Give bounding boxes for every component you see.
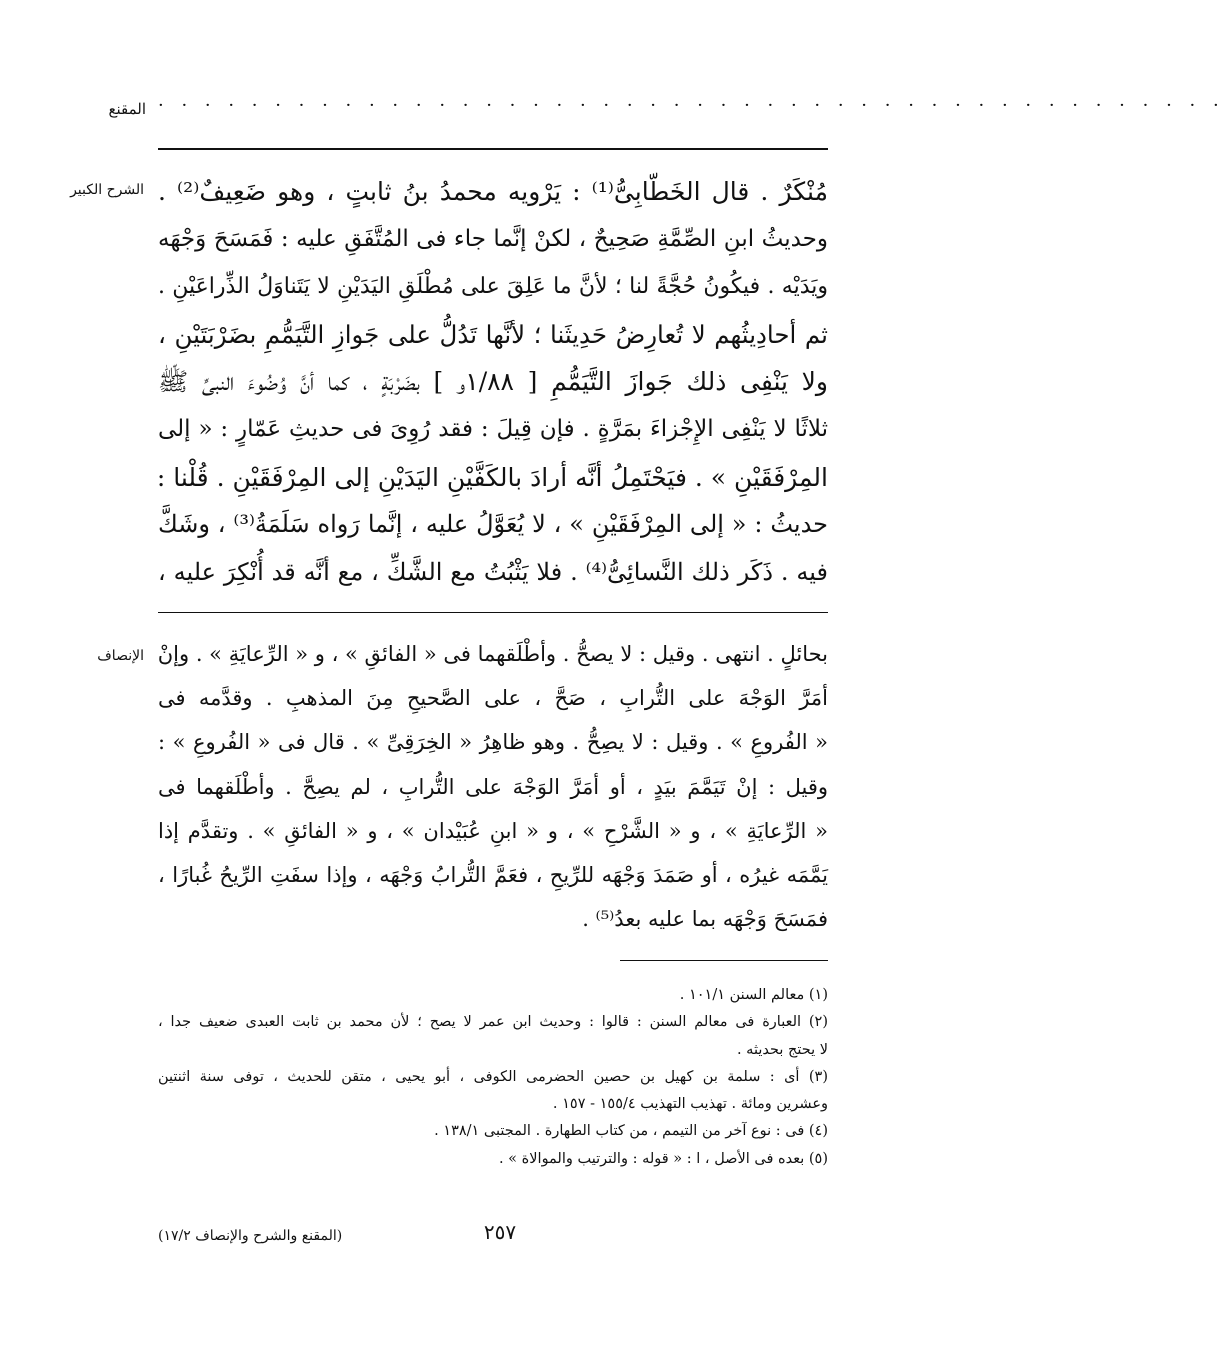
sharh-line: ثلاثًا لا يَنْفِى الإِجْزاءَ بمَرَّةٍ . فإن قِيلَ : فقد رُوِىَ فى حديثِ عَمّارٍ : « إلى [158,415,828,442]
section-divider [158,612,828,613]
insaf-line: وقيل : إنْ تَيَمَّمَ بيَدٍ ، أو أمَرَّ الوَجْهَ على التُّرابِ ، لم يصِحَّ . وأطْلَقهما فى [158,774,828,799]
insaf-line: « الفُروعِ » . وقيل : لا يصِحُّ . وهو ظاهِرُ « الخِرَقِىِّ » . قال فى « الفُروعِ » : [158,730,828,755]
sharh-line: حديثُ : « إلى المِرْفَقَيْنِ » ، لا يُعَوَّلُ عليه ، إنَّما رَواه سَلَمَةُ⁽³⁾ ، وشَكَّ [158,510,829,539]
footnote-line: (١) معالم السنن ١٠١/١ . [679,987,828,1003]
sharh-line: ثم أحادِيثُهم لا تُعارِضُ حَدِيثَنا ؛ لأنَّها تَدُلُّ على جَوازِ التَّيَمُّمِ بضَرْبَتَيْنِ ، [158,319,828,349]
footnotes-block [158,982,828,1173]
footnote-line: (٤) فى : نوع آخر من التيمم ، من كتاب الطهارة . المجتبى ١٣٨/١ . [434,1123,828,1140]
footnote-line: (٣) أى : سلمة بن كهيل بن حصين الحضرمى الكوفى ، أبو يحيى ، متقن للحديث ، توفى سنة اثنتين [158,1068,828,1085]
insaf-line: بحائلٍ . انتهى . وقيل : لا يصحُّ . وأطْلَقهما فى « الفائقِ » ، و « الرِّعايَةِ » . وإنْ [157,642,828,666]
insaf-line: يَمَّمَه غيرُه ، أو صَمَدَ وَجْهَه للرِّيحِ ، فعَمَّ التُّرابُ وَجْهَه ، وإذا سفَتِ الرِّيحُ غُبارًا ، [158,862,828,887]
running-head-book-title: المقنع [108,100,146,118]
sharh-line: فيه . ذَكَر ذلك النَّسائِىُّ⁽⁴⁾ . فلا يَثْبُتُ مع الشَّكِّ ، مع أنَّه قد أُنْكِرَ عليه ، [158,557,828,586]
insaf-line: فمَسَحَ وَجْهَه بما عليه بعدُ⁽⁵⁾ . [582,907,828,932]
sharh-line: وحديثُ ابنِ الصِّمَّةِ صَحِيحٌ ، لكنْ إنَّما جاء فى المُتَّفَقِ عليه : فَمَسَحَ وَجْهَه [158,225,828,252]
footnote-line: (٢) العبارة فى معالم السنن : قالوا : وحديث ابن عمر لا يصح ؛ لأن محمد بن ثابت العبدى ضعيف جدا ، [158,1014,828,1031]
running-head-dots: · · · · · · · · · · · · · · · · · · · · · · · · · · · · · · · · · · · · · · · · · · · · · · [158,95,1225,116]
footnote-line: (٥) بعده فى الأصل ، ا : « قوله : والترتيب والموالاة » . [498,1150,828,1167]
footnote-line: لا يحتج بحديثه . [736,1041,828,1058]
sharh-line: مُنْكَرٌ . قال الخَطّابِىُّ⁽¹⁾ : يَرْويه محمدُ بنُ ثابتٍ ، وهو ضَعِيفٌ⁽²⁾ . [158,177,828,206]
insaf-line: « الرِّعايَةِ » ، و « الشَّرْحِ » ، و « ابنِ عُبَيْدان » ، و « الفائقِ » . وتقدَّم إذا [158,818,828,843]
header-rule [158,148,828,150]
sharh-line: المِرْفَقَيْنِ » . فيَحْتَمِلُ أنَّه أرادَ بالكَفَّيْنِ اليَدَيْنِ إلى المِرْفَقَيْنِ . قُلْنا : [156,462,828,492]
insaf-text-block [158,632,828,941]
sharh-line: ولا يَنْفِى ذلك جَوازَ التَّيَمُّمِ [ ١/٨٨و ] بضَرْبَةٍ ، كما أنَّ وُضُوءَ النبىِّ ﷺ [158,367,828,397]
sharh-line: ويَدَيْه . فيكُونُ حُجَّةً لنا ؛ لأنَّ ما عَلِقَ على مُطْلَقِ اليَدَيْنِ لا يَتَناوَلُ الذِّراعَيْنِ . [158,274,828,300]
page-number: ٢٥٧ [483,1220,517,1244]
insaf-line: أمَرَّ الوَجْهَ على التُّرابِ ، صَحَّ ، على الصَّحيحِ مِنَ المذهبِ . وقدَّمه فى [158,686,828,711]
insaf-label: الإنصاف [97,648,144,664]
sharh-text-block [158,168,828,596]
sharh-kabir-label: الشرح الكبير [70,182,144,198]
footnote-line: وعشرين ومائة . تهذيب التهذيب ١٥٥/٤ - ١٥٧ . [552,1096,828,1113]
volume-reference: (المقنع والشرح والإنصاف ١٧/٢) [158,1228,343,1244]
footnote-rule [620,960,828,961]
